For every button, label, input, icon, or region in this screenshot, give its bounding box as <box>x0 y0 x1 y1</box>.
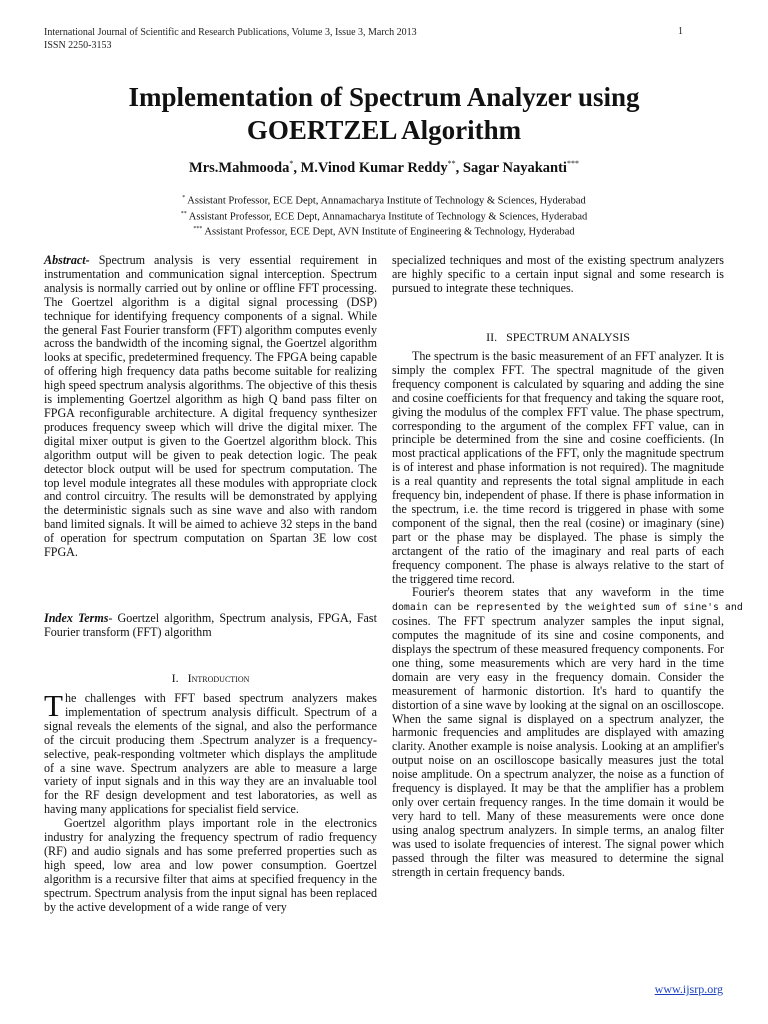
index-terms-label: Index Terms <box>44 611 109 625</box>
section-heading-spectrum-analysis <box>392 331 724 345</box>
spectrum-analysis-body <box>392 349 743 879</box>
journal-line: International Journal of Scientific and Research Publications, Volume 3, Issue 3, March 2013 <box>44 27 417 38</box>
journal-website-link[interactable]: www.ijsrp.org <box>654 982 723 996</box>
right-intro-text <box>392 254 724 296</box>
intro-paragraph-1: he challenges with FFT based spectrum analyzers makes implementation of spectrum analysis difficult. Spectrum of a signal reveals the elements of the signal, and also the performance of the circuit producing them .Spectrum analyzer is a frequency-selective, peak-responding voltmeter which displays the amplitude of a sine wave. Spectrum analyzers are able to measure a large variety of input signals and in this way they are an invaluable tool for the RF design development and test laboratories, as well as having many applications for specialist field service. <box>44 691 377 817</box>
index-terms-text: - Goertzel algorithm, Spectrum analysis, FPGA, Fast Fourier transform (FFT) algorithm <box>44 611 377 639</box>
affiliation-text: Assistant Professor, ECE Dept, Annamacharya Institute of Technology & Sciences, Hyderabad <box>187 195 586 207</box>
affiliation-mark: * <box>182 195 186 201</box>
drop-cap: T <box>44 688 63 723</box>
spectrum-paragraph-2-mono: domain can be represented by the weighted sum of sine's and <box>392 602 743 614</box>
affiliation-mark: *** <box>193 226 203 232</box>
spectrum-paragraph-2-start: Fourier's theorem states that any waveform in the time <box>412 585 724 600</box>
journal-header <box>44 26 417 52</box>
author-name: Sagar Nayakanti <box>462 159 567 176</box>
author-name: Mrs.Mahmooda <box>189 159 290 176</box>
author-name: M.Vinod Kumar Reddy <box>300 159 448 176</box>
spectrum-paragraph-2-rest: cosines. The FFT spectrum analyzer samples the input signal, computes the magnitude of its sine and cosine components, and displays the spectrum of these measured frequency components. For one thing, some measurements which are very hard in the time domain are very easy in the frequency domain. Consider the measurement of harmonic distortion. It's hard to quantify the distortion of a sine wave by looking at the signal on an oscilloscope. When the same signal is displayed on a spectrum analyzer, the harmonic frequencies and amplitudes are displayed with amazing clarity. Another example is noise analysis. Looking at an amplifier's output noise on an oscilloscope basically measures just the total noise amplitude. On a spectrum analyzer, the noise as a function of frequency is displayed. It may be that the amplifier has a problem only over certain frequency ranges. In the time domain it would be very hard to tell. Many of these measurements were once done using analog spectrum analyzers. In simple terms, an analog filter was used to isolate frequencies of interest. The signal power which passed through the filter was measured to determine the signal strength in certain frequency bands. <box>392 614 724 879</box>
abstract-text: Spectrum analysis is very essential requirement in instrumentation and communication signal interception. Spectrum analysis is normally carried out by online or offline FFT processing. The Goertzel algorithm is a digital signal processing (DSP) technique for identifying frequency components of a signal. While the general Fast Fourier transform (FFT) algorithm computes evenly across the bandwidth of the incoming signal, the Goertzel algorithm looks at specific, predetermined frequency. The FPGA being capable of offering high frequency data paths become suitable for realizing high speed spectrum analysis algorithms. The objective of this thesis is implementing Goertzel algorithm as high Q band pass filter on FPGA reconfigurable architecture. A digital frequency synthesizer produces frequency sweep which will drive the digital mixer. The digital mixer output is given to the Goertzel algorithm block. This algorithm output will be given to peak detection logic. The peak detector block output will be used for spectrum computation. The top level module integrates all these modules with appropriate clock and control circuitry. The results will be demonstrated by applying the deterministic signals such as sine wave and also with random band limited signals. It will be aimed to achieve 32 steps in the band of operation for spectrum computation on Spartan 3E low cost FPGA. <box>44 253 377 560</box>
affiliation-text: Assistant Professor, ECE Dept, AVN Institute of Engineering & Technology, Hyderabad <box>204 226 575 238</box>
authors: Mrs.Mahmooda*, M.Vinod Kumar Reddy**, Sagar Nayakanti*** <box>189 159 579 176</box>
introduction-body <box>44 688 377 915</box>
affiliations <box>60 192 708 239</box>
section-title: Introduction <box>187 671 250 685</box>
page-number: 1 <box>678 26 683 37</box>
title-line-1: Implementation of Spectrum Analyzer using <box>128 82 640 112</box>
affiliation <box>60 208 708 224</box>
affiliation <box>60 223 708 239</box>
section-numeral: II. <box>486 330 498 344</box>
continued-paragraph: specialized techniques and most of the existing spectrum analyzers are highly specific to a certain input signal and some research is pursued to integrate these techniques. <box>392 253 724 295</box>
section-heading-introduction <box>44 672 377 686</box>
paper-title <box>60 81 708 147</box>
spectrum-paragraph-1: The spectrum is the basic measurement of an FFT analyzer. It is simply the complex FFT. The spectral magnitude of the given frequency component is calculated by squaring and adding the sine and cosine coefficients for that frequency and taking the square root, giving the modulus of the complex FFT value. The phase spectrum, corresponding to the argument of the complex FFT value, can in principle be determined from the sine and cosine coefficients. (In most practical applications of the FFT, only the magnitude spectrum is of interest and phase information is not required). The magnitude is a real quantity and represents the total signal amplitude in each frequency bin, independent of phase. If there is phase information in the spectrum, i.e. the time record is triggered in phase with some component of the signal, then the real (cosine) or imaginary (sine) part or the phase may be displayed. The phase is simply the arctangent of the ratio of the imaginary and real parts of each frequency component. The phase is always relative to the start of the triggered time record. <box>392 349 724 586</box>
section-title: SPECTRUM ANALYSIS <box>506 330 630 344</box>
title-line-2: GOERTZEL Algorithm <box>246 115 522 145</box>
index-terms <box>44 612 377 640</box>
author-mark: ** <box>447 159 456 168</box>
section-numeral: I. <box>171 671 179 685</box>
affiliation <box>60 192 708 208</box>
abstract <box>44 254 377 560</box>
affiliation-text: Assistant Professor, ECE Dept, Annamacharya Institute of Technology & Sciences, Hyderabad <box>188 211 588 222</box>
affiliation-mark: ** <box>180 210 187 217</box>
abstract-label: Abstract- <box>44 253 90 267</box>
issn: ISSN 2250-3153 <box>44 40 112 51</box>
intro-paragraph-2: Goertzel algorithm plays important role in the electronics industry for analyzing the frequency spectrum of radio frequency (RF) and audio signals and has some preferred properties such as high speed, low area and low power consumption. Goertzel algorithm is a recursive filter that aims at specified frequency in the spectrum. Spectrum analysis from the input signal has been replaced by the active development of a wide range of very <box>44 816 377 914</box>
author-mark: *** <box>566 159 579 168</box>
author-mark: * <box>289 159 294 168</box>
